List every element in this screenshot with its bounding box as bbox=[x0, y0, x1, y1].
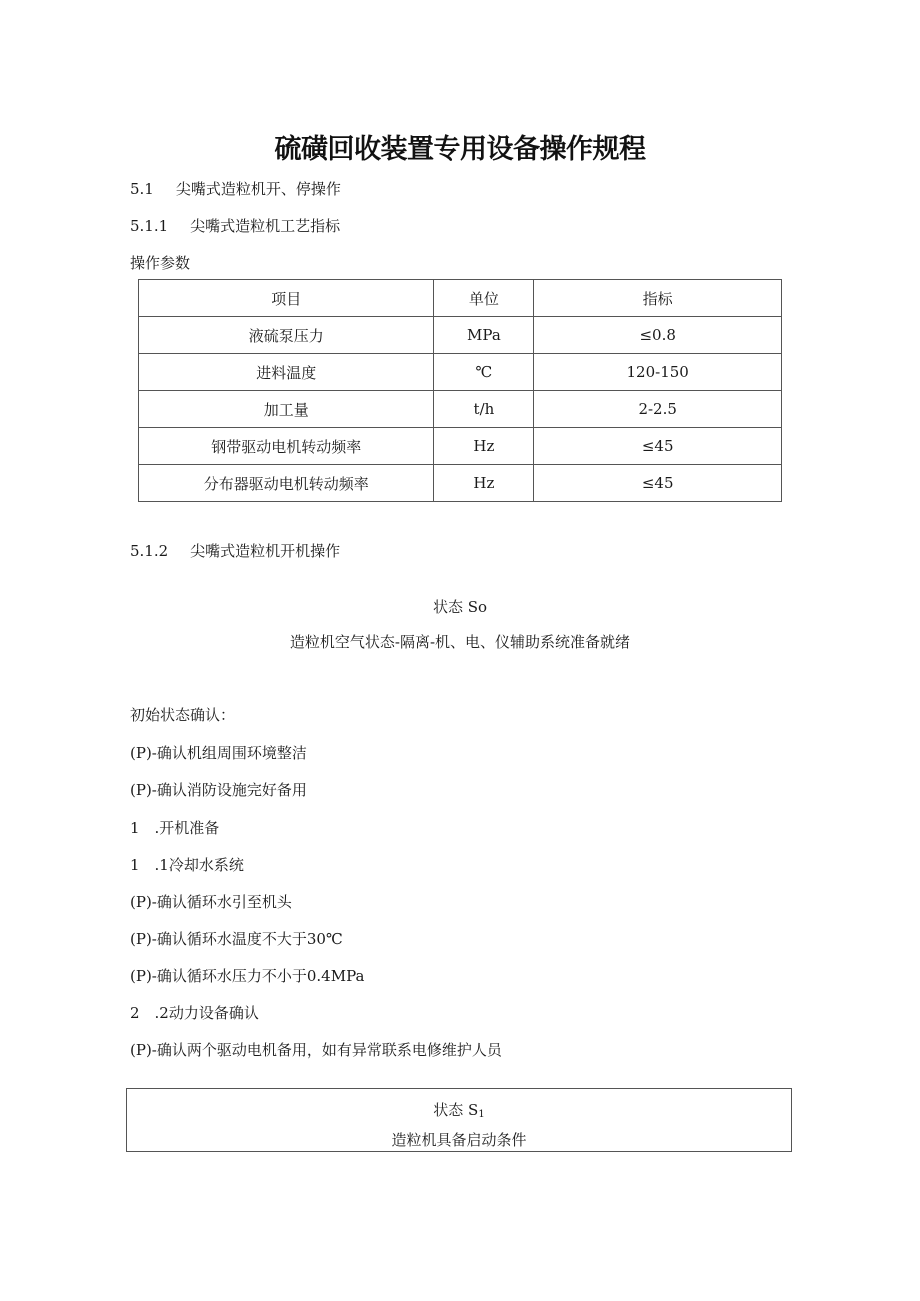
body-line: 1 .1冷却水系统 bbox=[130, 856, 244, 874]
table-cell: ℃ bbox=[434, 354, 534, 391]
document-title: 硫磺回收装置专用设备操作规程 bbox=[274, 134, 646, 165]
table-header-row bbox=[139, 280, 782, 317]
table-cell: t/h bbox=[434, 391, 534, 428]
body-line: 2 .2动力设备确认 bbox=[130, 1004, 259, 1022]
body-line: (P)-确认循环水引至机头 bbox=[130, 893, 292, 911]
table-cell: MPa bbox=[434, 317, 534, 354]
section-heading bbox=[130, 179, 341, 199]
table-cell: ≤0.8 bbox=[534, 317, 782, 354]
table-cell: 120-150 bbox=[534, 354, 782, 391]
table-cell: 钢带驱动电机转动频率 bbox=[139, 428, 434, 465]
parameters-table bbox=[138, 279, 782, 502]
section-number: 5.1 bbox=[130, 180, 154, 198]
subsection-text: 尖嘴式造粒机开机操作 bbox=[190, 542, 341, 560]
state-1-description: 造粒机具备启动条件 bbox=[391, 1131, 527, 1149]
subsection-text: 尖嘴式造粒机工艺指标 bbox=[190, 217, 341, 235]
table-cell: ≤45 bbox=[534, 428, 782, 465]
body-line: 1 .开机准备 bbox=[130, 819, 220, 837]
state-0-description: 造粒机空气状态-隔离-机、电、仪辅助系统准备就绪 bbox=[289, 633, 631, 651]
body-line: (P)-确认循环水温度不大于30℃ bbox=[130, 930, 343, 948]
header-item: 项目 bbox=[139, 280, 434, 317]
table-cell: 加工量 bbox=[139, 391, 434, 428]
header-unit: 单位 bbox=[434, 280, 534, 317]
body-line: (P)-确认两个驱动电机备用，如有异常联系电修维护人员 bbox=[130, 1041, 502, 1059]
state-1-subscript: 1 bbox=[478, 1109, 485, 1120]
table-row bbox=[139, 354, 782, 391]
state-1-box bbox=[126, 1088, 792, 1152]
table-cell: Hz bbox=[434, 465, 534, 502]
table-cell: 进料温度 bbox=[139, 354, 434, 391]
section-text: 尖嘴式造粒机开、停操作 bbox=[175, 180, 341, 198]
table-cell: 分布器驱动电机转动频率 bbox=[139, 465, 434, 502]
body-line: (P)-确认循环水压力不小于0.4MPa bbox=[130, 967, 365, 985]
body-line: (P)-确认机组周围环境整洁 bbox=[130, 744, 307, 762]
table-row bbox=[139, 317, 782, 354]
state-1-label-text: 状态 S bbox=[433, 1101, 479, 1119]
table-cell: ≤45 bbox=[534, 465, 782, 502]
body-line: (P)-确认消防设施完好备用 bbox=[130, 781, 307, 799]
header-index: 指标 bbox=[534, 280, 782, 317]
params-label: 操作参数 bbox=[130, 254, 191, 272]
table-row bbox=[139, 465, 782, 502]
table-row bbox=[139, 391, 782, 428]
subsection-number: 5.1.2 bbox=[130, 542, 169, 560]
table-cell: 液硫泵压力 bbox=[139, 317, 434, 354]
table-cell: Hz bbox=[434, 428, 534, 465]
table-row bbox=[139, 428, 782, 465]
state-1-label bbox=[127, 1099, 791, 1120]
subsection-heading-2 bbox=[130, 541, 340, 561]
subsection-heading-1 bbox=[130, 216, 340, 236]
table-cell: 2-2.5 bbox=[534, 391, 782, 428]
subsection-number: 5.1.1 bbox=[130, 217, 169, 235]
body-line: 初始状态确认： bbox=[130, 706, 236, 724]
state-0-label: 状态 So bbox=[432, 598, 488, 616]
